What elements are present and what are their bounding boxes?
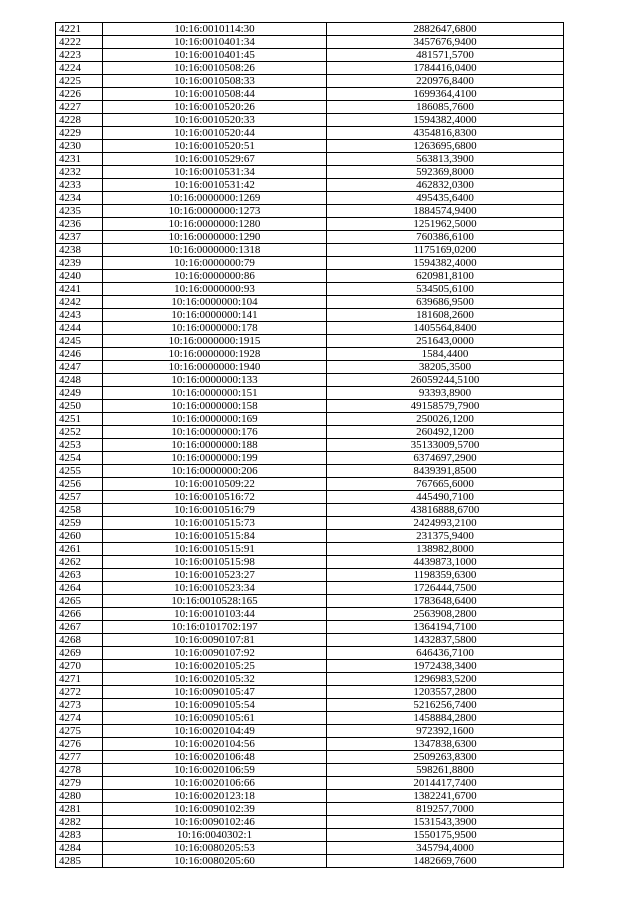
table-row: [56, 738, 564, 751]
row-number: 4241: [56, 283, 103, 296]
cadastral-number: 10:16:0000000:133: [103, 374, 327, 387]
row-number: 4280: [56, 790, 103, 803]
cadastral-value: 1382241,6700: [327, 790, 564, 803]
table-row: [56, 452, 564, 465]
cadastral-number: 10:16:0010531:34: [103, 166, 327, 179]
cadastral-value: 1251962,5000: [327, 218, 564, 231]
cadastral-number: 10:16:0000000:151: [103, 387, 327, 400]
table-row: [56, 23, 564, 36]
table-row: [56, 257, 564, 270]
table-row: [56, 790, 564, 803]
row-number: 4279: [56, 777, 103, 790]
row-number: 4252: [56, 426, 103, 439]
cadastral-number: 10:16:0020104:49: [103, 725, 327, 738]
cadastral-value: 462832,0300: [327, 179, 564, 192]
cadastral-value: 1726444,7500: [327, 582, 564, 595]
cadastral-number: 10:16:0010515:84: [103, 530, 327, 543]
cadastral-value: 2424993,2100: [327, 517, 564, 530]
cadastral-value: 181608,2600: [327, 309, 564, 322]
cadastral-value: 646436,7100: [327, 647, 564, 660]
cadastral-value: 260492,1200: [327, 426, 564, 439]
cadastral-value: 43816888,6700: [327, 504, 564, 517]
row-number: 4225: [56, 75, 103, 88]
cadastral-number: 10:16:0000000:158: [103, 400, 327, 413]
table-row: [56, 751, 564, 764]
table-row: [56, 673, 564, 686]
table-row: [56, 192, 564, 205]
table-row: [56, 361, 564, 374]
cadastral-number: 10:16:0000000:104: [103, 296, 327, 309]
table-row: [56, 296, 564, 309]
cadastral-value: 1531543,3900: [327, 816, 564, 829]
row-number: 4245: [56, 335, 103, 348]
table-row: [56, 621, 564, 634]
cadastral-number: 10:16:0080205:53: [103, 842, 327, 855]
cadastral-value: 231375,9400: [327, 530, 564, 543]
table-row: [56, 777, 564, 790]
table-row: [56, 374, 564, 387]
cadastral-number: 10:16:0020106:66: [103, 777, 327, 790]
row-number: 4233: [56, 179, 103, 192]
cadastral-number: 10:16:0000000:93: [103, 283, 327, 296]
cadastral-value: 1699364,4100: [327, 88, 564, 101]
row-number: 4265: [56, 595, 103, 608]
row-number: 4231: [56, 153, 103, 166]
row-number: 4253: [56, 439, 103, 452]
cadastral-value: 2014417,7400: [327, 777, 564, 790]
row-number: 4230: [56, 140, 103, 153]
row-number: 4258: [56, 504, 103, 517]
row-number: 4275: [56, 725, 103, 738]
table-row: [56, 439, 564, 452]
cadastral-number: 10:16:0000000:1940: [103, 361, 327, 374]
row-number: 4235: [56, 205, 103, 218]
table-row: [56, 855, 564, 868]
cadastral-value: 760386,6100: [327, 231, 564, 244]
cadastral-value: 1364194,7100: [327, 621, 564, 634]
cadastral-number: 10:16:0010529:67: [103, 153, 327, 166]
cadastral-number: 10:16:0090102:46: [103, 816, 327, 829]
row-number: 4228: [56, 114, 103, 127]
cadastral-value: 1584,4400: [327, 348, 564, 361]
table-row: [56, 491, 564, 504]
cadastral-number: 10:16:0010401:34: [103, 36, 327, 49]
cadastral-number: 10:16:0000000:199: [103, 452, 327, 465]
cadastral-number: 10:16:0010114:30: [103, 23, 327, 36]
cadastral-number: 10:16:0010520:51: [103, 140, 327, 153]
table-row: [56, 231, 564, 244]
cadastral-number: 10:16:0000000:1290: [103, 231, 327, 244]
cadastral-value: 534505,6100: [327, 283, 564, 296]
row-number: 4256: [56, 478, 103, 491]
table-row: [56, 400, 564, 413]
row-number: 4247: [56, 361, 103, 374]
row-number: 4282: [56, 816, 103, 829]
table-row: [56, 478, 564, 491]
cadastral-value: 1594382,4000: [327, 257, 564, 270]
row-number: 4257: [56, 491, 103, 504]
row-number: 4264: [56, 582, 103, 595]
table-row: [56, 829, 564, 842]
cadastral-value: 1784416,0400: [327, 62, 564, 75]
cadastral-number: 10:16:0000000:1280: [103, 218, 327, 231]
cadastral-number: 10:16:0010516:72: [103, 491, 327, 504]
row-number: 4227: [56, 101, 103, 114]
cadastral-number: 10:16:0020106:59: [103, 764, 327, 777]
table-row: [56, 309, 564, 322]
table-row: [56, 36, 564, 49]
cadastral-value: 481571,5700: [327, 49, 564, 62]
cadastral-number: 10:16:0010516:79: [103, 504, 327, 517]
row-number: 4222: [56, 36, 103, 49]
cadastral-number: 10:16:0040302:1: [103, 829, 327, 842]
row-number: 4255: [56, 465, 103, 478]
cadastral-value: 972392,1600: [327, 725, 564, 738]
table-row: [56, 335, 564, 348]
cadastral-value: 1198359,6300: [327, 569, 564, 582]
table-row: [56, 634, 564, 647]
row-number: 4281: [56, 803, 103, 816]
cadastral-number: 10:16:0000000:1269: [103, 192, 327, 205]
cadastral-number: 10:16:0090107:81: [103, 634, 327, 647]
cadastral-number: 10:16:0090105:61: [103, 712, 327, 725]
table-row: [56, 660, 564, 673]
table-row: [56, 517, 564, 530]
row-number: 4251: [56, 413, 103, 426]
cadastral-number: 10:16:0010531:42: [103, 179, 327, 192]
row-number: 4276: [56, 738, 103, 751]
cadastral-value: 1347838,6300: [327, 738, 564, 751]
cadastral-value: 2509263,8300: [327, 751, 564, 764]
table-row: [56, 569, 564, 582]
row-number: 4285: [56, 855, 103, 868]
cadastral-number: 10:16:0010515:98: [103, 556, 327, 569]
row-number: 4272: [56, 686, 103, 699]
table-row: [56, 101, 564, 114]
cadastral-value: 220976,8400: [327, 75, 564, 88]
cadastral-value: 35133009,5700: [327, 439, 564, 452]
cadastral-number: 10:16:0090105:54: [103, 699, 327, 712]
table-row: [56, 387, 564, 400]
table-row: [56, 88, 564, 101]
table-row: [56, 595, 564, 608]
cadastral-number: 10:16:0090105:47: [103, 686, 327, 699]
table-row: [56, 816, 564, 829]
table-row: [56, 608, 564, 621]
cadastral-value: 495435,6400: [327, 192, 564, 205]
row-number: 4260: [56, 530, 103, 543]
cadastral-value: 251643,0000: [327, 335, 564, 348]
row-number: 4246: [56, 348, 103, 361]
table-row: [56, 322, 564, 335]
cadastral-number: 10:16:0000000:1318: [103, 244, 327, 257]
table-row: [56, 764, 564, 777]
cadastral-number: 10:16:0020106:48: [103, 751, 327, 764]
row-number: 4237: [56, 231, 103, 244]
row-number: 4239: [56, 257, 103, 270]
row-number: 4283: [56, 829, 103, 842]
table-row: [56, 725, 564, 738]
cadastral-number: 10:16:0090107:92: [103, 647, 327, 660]
table-row: [56, 166, 564, 179]
cadastral-value: 138982,8000: [327, 543, 564, 556]
row-number: 4238: [56, 244, 103, 257]
cadastral-number: 10:16:0010508:33: [103, 75, 327, 88]
cadastral-value: 563813,3900: [327, 153, 564, 166]
table-body: [56, 23, 564, 868]
cadastral-number: 10:16:0010523:34: [103, 582, 327, 595]
table-row: [56, 556, 564, 569]
cadastral-value: 592369,8000: [327, 166, 564, 179]
cadastral-number: 10:16:0010520:33: [103, 114, 327, 127]
cadastral-number: 10:16:0010523:27: [103, 569, 327, 582]
cadastral-value: 93393,8900: [327, 387, 564, 400]
cadastral-number: 10:16:0010515:91: [103, 543, 327, 556]
row-number: 4259: [56, 517, 103, 530]
cadastral-number: 10:16:0020104:56: [103, 738, 327, 751]
cadastral-number: 10:16:0020105:32: [103, 673, 327, 686]
row-number: 4273: [56, 699, 103, 712]
table-row: [56, 153, 564, 166]
row-number: 4223: [56, 49, 103, 62]
row-number: 4221: [56, 23, 103, 36]
table-row: [56, 803, 564, 816]
cadastral-value: 1550175,9500: [327, 829, 564, 842]
row-number: 4229: [56, 127, 103, 140]
row-number: 4224: [56, 62, 103, 75]
cadastral-number: 10:16:0090102:39: [103, 803, 327, 816]
cadastral-number: 10:16:0000000:1928: [103, 348, 327, 361]
cadastral-value: 1405564,8400: [327, 322, 564, 335]
cadastral-value: 1458884,2800: [327, 712, 564, 725]
cadastral-value: 1432837,5800: [327, 634, 564, 647]
table-row: [56, 699, 564, 712]
cadastral-number: 10:16:0000000:79: [103, 257, 327, 270]
table-row: [56, 218, 564, 231]
cadastral-number: 10:16:0010401:45: [103, 49, 327, 62]
cadastral-value: 250026,1200: [327, 413, 564, 426]
cadastral-value: 1783648,6400: [327, 595, 564, 608]
cadastral-value: 38205,3500: [327, 361, 564, 374]
cadastral-value: 445490,7100: [327, 491, 564, 504]
cadastral-number: 10:16:0010508:44: [103, 88, 327, 101]
row-number: 4284: [56, 842, 103, 855]
row-number: 4263: [56, 569, 103, 582]
cadastral-number: 10:16:0000000:169: [103, 413, 327, 426]
cadastral-value: 598261,8800: [327, 764, 564, 777]
cadastral-value: 1594382,4000: [327, 114, 564, 127]
cadastral-number: 10:16:0000000:176: [103, 426, 327, 439]
table-row: [56, 283, 564, 296]
table-row: [56, 140, 564, 153]
cadastral-number: 10:16:0080205:60: [103, 855, 327, 868]
cadastral-number: 10:16:0020123:18: [103, 790, 327, 803]
cadastral-number: 10:16:0000000:141: [103, 309, 327, 322]
cadastral-number: 10:16:0010103:44: [103, 608, 327, 621]
row-number: 4234: [56, 192, 103, 205]
table-row: [56, 530, 564, 543]
cadastral-value: 4439873,1000: [327, 556, 564, 569]
table-row: [56, 62, 564, 75]
cadastral-value: 4354816,8300: [327, 127, 564, 140]
table-row: [56, 205, 564, 218]
cadastral-number: 10:16:0010509:22: [103, 478, 327, 491]
table-row: [56, 543, 564, 556]
row-number: 4261: [56, 543, 103, 556]
row-number: 4278: [56, 764, 103, 777]
cadastral-value: 26059244,5100: [327, 374, 564, 387]
row-number: 4254: [56, 452, 103, 465]
table-row: [56, 114, 564, 127]
row-number: 4240: [56, 270, 103, 283]
row-number: 4274: [56, 712, 103, 725]
cadastral-value: 8439391,8500: [327, 465, 564, 478]
table-row: [56, 686, 564, 699]
table-row: [56, 504, 564, 517]
row-number: 4249: [56, 387, 103, 400]
cadastral-value: 620981,8100: [327, 270, 564, 283]
table-row: [56, 426, 564, 439]
cadastral-value: 1972438,3400: [327, 660, 564, 673]
cadastral-number: 10:16:0101702:197: [103, 621, 327, 634]
row-number: 4236: [56, 218, 103, 231]
table-row: [56, 179, 564, 192]
cadastral-number: 10:16:0000000:206: [103, 465, 327, 478]
cadastral-number: 10:16:0010520:26: [103, 101, 327, 114]
cadastral-value: 1884574,9400: [327, 205, 564, 218]
cadastral-value: 639686,9500: [327, 296, 564, 309]
cadastral-value: 49158579,7900: [327, 400, 564, 413]
row-number: 4277: [56, 751, 103, 764]
cadastral-number: 10:16:0000000:1273: [103, 205, 327, 218]
row-number: 4226: [56, 88, 103, 101]
cadastral-number: 10:16:0010520:44: [103, 127, 327, 140]
cadastral-value: 186085,7600: [327, 101, 564, 114]
table-row: [56, 582, 564, 595]
row-number: 4270: [56, 660, 103, 673]
cadastral-value: 1175169,0200: [327, 244, 564, 257]
table-row: [56, 647, 564, 660]
row-number: 4271: [56, 673, 103, 686]
cadastral-value: 2563908,2800: [327, 608, 564, 621]
cadastral-value: 819257,7000: [327, 803, 564, 816]
row-number: 4243: [56, 309, 103, 322]
table-row: [56, 49, 564, 62]
cadastral-value: 1263695,6800: [327, 140, 564, 153]
cadastral-number: 10:16:0010508:26: [103, 62, 327, 75]
row-number: 4267: [56, 621, 103, 634]
table-row: [56, 75, 564, 88]
row-number: 4248: [56, 374, 103, 387]
cadastral-number: 10:16:0000000:1915: [103, 335, 327, 348]
table-row: [56, 244, 564, 257]
cadastral-value: 767665,6000: [327, 478, 564, 491]
cadastral-value: 6374697,2900: [327, 452, 564, 465]
row-number: 4242: [56, 296, 103, 309]
cadastral-number: 10:16:0000000:178: [103, 322, 327, 335]
cadastral-value: 3457676,9400: [327, 36, 564, 49]
table-row: [56, 270, 564, 283]
cadastral-number: 10:16:0020105:25: [103, 660, 327, 673]
table-row: [56, 127, 564, 140]
table-row: [56, 348, 564, 361]
row-number: 4269: [56, 647, 103, 660]
cadastral-value: 1203557,2800: [327, 686, 564, 699]
row-number: 4250: [56, 400, 103, 413]
cadastral-value: 1482669,7600: [327, 855, 564, 868]
table-row: [56, 842, 564, 855]
cadastral-value: 345794,4000: [327, 842, 564, 855]
cadastral-number: 10:16:0000000:86: [103, 270, 327, 283]
table-row: [56, 712, 564, 725]
table-row: [56, 465, 564, 478]
cadastral-number: 10:16:0000000:188: [103, 439, 327, 452]
cadastral-value-table: [55, 22, 564, 868]
row-number: 4262: [56, 556, 103, 569]
cadastral-value: 1296983,5200: [327, 673, 564, 686]
table-row: [56, 413, 564, 426]
cadastral-value: 2882647,6800: [327, 23, 564, 36]
cadastral-value: 5216256,7400: [327, 699, 564, 712]
row-number: 4266: [56, 608, 103, 621]
cadastral-number: 10:16:0010515:73: [103, 517, 327, 530]
row-number: 4232: [56, 166, 103, 179]
row-number: 4244: [56, 322, 103, 335]
cadastral-number: 10:16:0010528:165: [103, 595, 327, 608]
row-number: 4268: [56, 634, 103, 647]
